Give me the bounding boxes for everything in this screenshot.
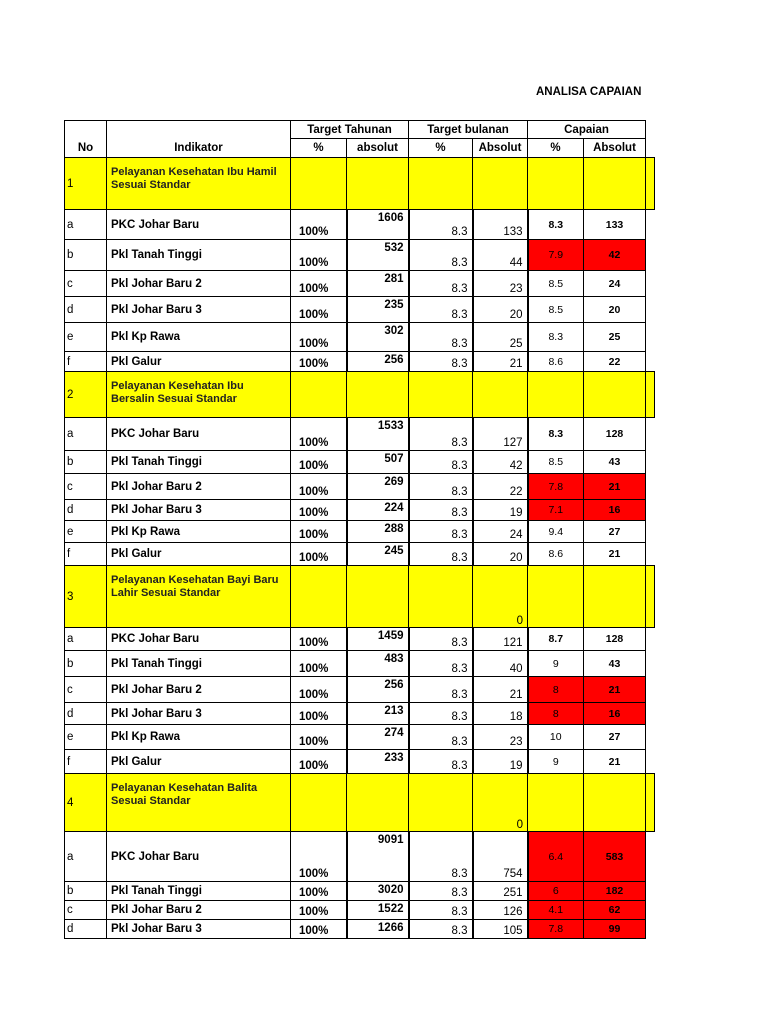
target-tahunan-absolut: 245 (347, 543, 409, 566)
header-tt-absolut: absolut (347, 139, 409, 158)
row-letter: a (65, 418, 107, 451)
row-letter: c (65, 271, 107, 297)
section-blank-cell (584, 372, 646, 418)
section-blank-cell (528, 372, 584, 418)
target-bulanan-absolut: 754 (473, 832, 528, 882)
table-row (65, 210, 655, 240)
table-row (65, 352, 655, 372)
table-row (65, 474, 655, 500)
target-tahunan-pct: 100% (291, 543, 347, 566)
capaian-pct: 7.8 (528, 474, 584, 500)
capaian-absolut: 22 (584, 352, 646, 372)
target-bulanan-absolut: 126 (473, 901, 528, 920)
table-row (65, 628, 655, 651)
target-bulanan-absolut: 121 (473, 628, 528, 651)
target-tahunan-absolut: 288 (347, 521, 409, 543)
header-indikator-top (107, 121, 291, 139)
capaian-absolut: 128 (584, 418, 646, 451)
target-tahunan-pct: 100% (291, 451, 347, 474)
target-tahunan-absolut: 302 (347, 323, 409, 352)
target-tahunan-pct: 100% (291, 628, 347, 651)
section-blank-cell (409, 158, 473, 210)
section-zero: 0 (473, 566, 528, 628)
capaian-pct: 8.5 (528, 451, 584, 474)
row-indikator: Pkl Johar Baru 3 (107, 500, 291, 521)
capaian-absolut: 21 (584, 543, 646, 566)
target-bulanan-pct: 8.3 (409, 725, 473, 750)
section-blank-cell (584, 774, 646, 832)
target-bulanan-absolut: 19 (473, 500, 528, 521)
table-row (65, 521, 655, 543)
section-blank-cell (646, 566, 655, 628)
row-letter: c (65, 474, 107, 500)
target-tahunan-absolut: 235 (347, 297, 409, 323)
row-letter: d (65, 297, 107, 323)
table-row (65, 750, 655, 774)
target-bulanan-absolut: 127 (473, 418, 528, 451)
target-bulanan-pct: 8.3 (409, 901, 473, 920)
header-tb-pct: % (409, 139, 473, 158)
section-zero (473, 372, 528, 418)
section-title: Pelayanan Kesehatan Bayi Baru Lahir Sesuai Standar (107, 566, 291, 628)
section-blank-cell (291, 774, 347, 832)
target-bulanan-pct: 8.3 (409, 474, 473, 500)
table-row (65, 677, 655, 703)
row-indikator: PKC Johar Baru (107, 832, 291, 882)
row-indikator: Pkl Tanah Tinggi (107, 651, 291, 677)
header-cap-pct: % (528, 139, 584, 158)
target-bulanan-pct: 8.3 (409, 628, 473, 651)
section-title: Pelayanan Kesehatan Balita Sesuai Standar (107, 774, 291, 832)
row-indikator: Pkl Tanah Tinggi (107, 240, 291, 271)
header-target-bulanan: Target bulanan (409, 121, 528, 139)
target-tahunan-pct: 100% (291, 271, 347, 297)
target-tahunan-pct: 100% (291, 725, 347, 750)
section-blank-cell (584, 158, 646, 210)
capaian-pct: 10 (528, 725, 584, 750)
row-letter: b (65, 240, 107, 271)
target-tahunan-pct: 100% (291, 352, 347, 372)
target-bulanan-pct: 8.3 (409, 418, 473, 451)
section-row (65, 566, 655, 628)
capaian-absolut: 21 (584, 677, 646, 703)
section-blank-cell (291, 372, 347, 418)
capaian-absolut: 43 (584, 451, 646, 474)
target-tahunan-pct: 100% (291, 703, 347, 725)
section-blank-cell (347, 372, 409, 418)
target-bulanan-absolut: 133 (473, 210, 528, 240)
target-tahunan-absolut: 1266 (347, 920, 409, 939)
row-indikator: Pkl Johar Baru 2 (107, 474, 291, 500)
row-indikator: Pkl Johar Baru 3 (107, 297, 291, 323)
target-tahunan-absolut: 9091 (347, 832, 409, 882)
target-bulanan-pct: 8.3 (409, 352, 473, 372)
row-indikator: Pkl Tanah Tinggi (107, 451, 291, 474)
capaian-absolut: 27 (584, 725, 646, 750)
target-bulanan-pct: 8.3 (409, 210, 473, 240)
page-title: ANALISA CAPAIAN (536, 86, 642, 98)
header-row-1 (65, 121, 655, 139)
row-indikator: Pkl Kp Rawa (107, 725, 291, 750)
header-indikator: Indikator (107, 139, 291, 158)
capaian-pct: 8.6 (528, 352, 584, 372)
target-tahunan-absolut: 233 (347, 750, 409, 774)
target-tahunan-absolut: 532 (347, 240, 409, 271)
table-row (65, 271, 655, 297)
capaian-pct: 8 (528, 703, 584, 725)
row-indikator: PKC Johar Baru (107, 418, 291, 451)
table-row (65, 418, 655, 451)
capaian-pct: 7.9 (528, 240, 584, 271)
target-bulanan-absolut: 21 (473, 352, 528, 372)
row-letter: a (65, 832, 107, 882)
target-tahunan-pct: 100% (291, 651, 347, 677)
target-tahunan-pct: 100% (291, 677, 347, 703)
section-blank-cell (347, 566, 409, 628)
section-zero: 0 (473, 774, 528, 832)
row-indikator: PKC Johar Baru (107, 628, 291, 651)
target-bulanan-pct: 8.3 (409, 832, 473, 882)
capaian-pct: 9 (528, 651, 584, 677)
capaian-absolut: 16 (584, 500, 646, 521)
row-letter: e (65, 521, 107, 543)
section-blank-cell (528, 158, 584, 210)
target-bulanan-pct: 8.3 (409, 521, 473, 543)
section-row (65, 774, 655, 832)
target-bulanan-absolut: 23 (473, 271, 528, 297)
target-tahunan-pct: 100% (291, 418, 347, 451)
capaian-table (64, 120, 655, 939)
row-indikator: Pkl Tanah Tinggi (107, 882, 291, 901)
row-indikator: Pkl Johar Baru 2 (107, 677, 291, 703)
capaian-absolut: 21 (584, 474, 646, 500)
capaian-absolut: 62 (584, 901, 646, 920)
row-indikator: Pkl Galur (107, 352, 291, 372)
capaian-pct: 8.3 (528, 418, 584, 451)
capaian-absolut: 27 (584, 521, 646, 543)
section-row (65, 158, 655, 210)
table-row (65, 651, 655, 677)
row-letter: a (65, 210, 107, 240)
target-tahunan-absolut: 1606 (347, 210, 409, 240)
row-letter: c (65, 677, 107, 703)
row-indikator: Pkl Johar Baru 2 (107, 271, 291, 297)
target-tahunan-pct: 100% (291, 240, 347, 271)
target-tahunan-absolut: 213 (347, 703, 409, 725)
capaian-pct: 9.4 (528, 521, 584, 543)
row-indikator: Pkl Galur (107, 750, 291, 774)
target-tahunan-pct: 100% (291, 832, 347, 882)
target-bulanan-pct: 8.3 (409, 323, 473, 352)
target-bulanan-absolut: 20 (473, 543, 528, 566)
row-letter: b (65, 651, 107, 677)
header-cap-absolut: Absolut (584, 139, 646, 158)
section-blank-cell (291, 158, 347, 210)
capaian-absolut: 99 (584, 920, 646, 939)
row-letter: d (65, 500, 107, 521)
section-blank-cell (646, 158, 655, 210)
target-bulanan-pct: 8.3 (409, 543, 473, 566)
target-bulanan-pct: 8.3 (409, 920, 473, 939)
row-indikator: Pkl Kp Rawa (107, 323, 291, 352)
table-row (65, 901, 655, 920)
table-row (65, 240, 655, 271)
target-bulanan-absolut: 21 (473, 677, 528, 703)
target-bulanan-pct: 8.3 (409, 297, 473, 323)
capaian-pct: 8.3 (528, 323, 584, 352)
section-blank-cell (291, 566, 347, 628)
capaian-pct: 8.5 (528, 297, 584, 323)
row-indikator: PKC Johar Baru (107, 210, 291, 240)
capaian-pct: 8.7 (528, 628, 584, 651)
target-tahunan-pct: 100% (291, 474, 347, 500)
target-bulanan-absolut: 40 (473, 651, 528, 677)
capaian-absolut: 20 (584, 297, 646, 323)
row-letter: f (65, 750, 107, 774)
target-bulanan-absolut: 24 (473, 521, 528, 543)
target-bulanan-absolut: 251 (473, 882, 528, 901)
target-tahunan-absolut: 274 (347, 725, 409, 750)
capaian-pct: 9 (528, 750, 584, 774)
target-tahunan-pct: 100% (291, 901, 347, 920)
table-row (65, 703, 655, 725)
row-letter: d (65, 703, 107, 725)
capaian-absolut: 42 (584, 240, 646, 271)
target-bulanan-pct: 8.3 (409, 882, 473, 901)
row-letter: e (65, 725, 107, 750)
section-number: 2 (65, 372, 107, 418)
target-tahunan-absolut: 256 (347, 352, 409, 372)
capaian-pct: 8.5 (528, 271, 584, 297)
target-bulanan-absolut: 25 (473, 323, 528, 352)
capaian-pct: 4.1 (528, 901, 584, 920)
section-blank-cell (347, 158, 409, 210)
target-tahunan-pct: 100% (291, 920, 347, 939)
target-bulanan-pct: 8.3 (409, 451, 473, 474)
target-bulanan-absolut: 44 (473, 240, 528, 271)
capaian-absolut: 24 (584, 271, 646, 297)
target-tahunan-absolut: 3020 (347, 882, 409, 901)
target-bulanan-absolut: 19 (473, 750, 528, 774)
section-number: 3 (65, 566, 107, 628)
row-indikator: Pkl Galur (107, 543, 291, 566)
row-indikator: Pkl Johar Baru 2 (107, 901, 291, 920)
header-capaian: Capaian (528, 121, 646, 139)
table-row (65, 882, 655, 901)
section-blank-cell (528, 566, 584, 628)
table-row (65, 920, 655, 939)
capaian-absolut: 16 (584, 703, 646, 725)
capaian-pct: 6.4 (528, 832, 584, 882)
capaian-pct: 7.1 (528, 500, 584, 521)
row-indikator: Pkl Kp Rawa (107, 521, 291, 543)
header-row-2 (65, 139, 655, 158)
target-bulanan-absolut: 105 (473, 920, 528, 939)
table-row (65, 323, 655, 352)
target-tahunan-pct: 100% (291, 882, 347, 901)
capaian-absolut: 25 (584, 323, 646, 352)
header-tt-pct: % (291, 139, 347, 158)
row-letter: d (65, 920, 107, 939)
capaian-absolut: 583 (584, 832, 646, 882)
section-blank-cell (347, 774, 409, 832)
target-tahunan-absolut: 1522 (347, 901, 409, 920)
section-number: 4 (65, 774, 107, 832)
target-tahunan-pct: 100% (291, 210, 347, 240)
capaian-absolut: 43 (584, 651, 646, 677)
capaian-absolut: 21 (584, 750, 646, 774)
section-title: Pelayanan Kesehatan Ibu Hamil Sesuai Standar (107, 158, 291, 210)
capaian-pct: 7.8 (528, 920, 584, 939)
row-letter: b (65, 882, 107, 901)
target-bulanan-pct: 8.3 (409, 240, 473, 271)
row-indikator: Pkl Johar Baru 3 (107, 920, 291, 939)
target-tahunan-absolut: 224 (347, 500, 409, 521)
capaian-pct: 8 (528, 677, 584, 703)
target-tahunan-absolut: 1533 (347, 418, 409, 451)
capaian-absolut: 128 (584, 628, 646, 651)
row-letter: c (65, 901, 107, 920)
section-row (65, 372, 655, 418)
section-number: 1 (65, 158, 107, 210)
table-row (65, 725, 655, 750)
target-tahunan-absolut: 256 (347, 677, 409, 703)
target-bulanan-absolut: 18 (473, 703, 528, 725)
row-letter: e (65, 323, 107, 352)
capaian-absolut: 133 (584, 210, 646, 240)
target-tahunan-absolut: 507 (347, 451, 409, 474)
header-target-tahunan: Target Tahunan (291, 121, 409, 139)
target-tahunan-pct: 100% (291, 323, 347, 352)
capaian-absolut: 182 (584, 882, 646, 901)
capaian-pct: 8.6 (528, 543, 584, 566)
target-bulanan-absolut: 42 (473, 451, 528, 474)
table-row (65, 543, 655, 566)
section-blank-cell (646, 372, 655, 418)
section-blank-cell (409, 372, 473, 418)
row-indikator: Pkl Johar Baru 3 (107, 703, 291, 725)
table-row (65, 297, 655, 323)
target-bulanan-pct: 8.3 (409, 651, 473, 677)
capaian-pct: 6 (528, 882, 584, 901)
target-tahunan-absolut: 483 (347, 651, 409, 677)
target-bulanan-pct: 8.3 (409, 500, 473, 521)
target-tahunan-absolut: 269 (347, 474, 409, 500)
header-no-top (65, 121, 107, 139)
section-title: Pelayanan Kesehatan Ibu Bersalin Sesuai Standar (107, 372, 291, 418)
section-zero (473, 158, 528, 210)
row-letter: b (65, 451, 107, 474)
target-bulanan-absolut: 22 (473, 474, 528, 500)
target-bulanan-absolut: 20 (473, 297, 528, 323)
section-blank-cell (409, 774, 473, 832)
capaian-pct: 8.3 (528, 210, 584, 240)
target-tahunan-absolut: 281 (347, 271, 409, 297)
row-letter: f (65, 352, 107, 372)
target-bulanan-pct: 8.3 (409, 750, 473, 774)
table-row (65, 451, 655, 474)
target-bulanan-pct: 8.3 (409, 271, 473, 297)
section-blank-cell (528, 774, 584, 832)
row-letter: f (65, 543, 107, 566)
target-tahunan-pct: 100% (291, 750, 347, 774)
target-tahunan-pct: 100% (291, 500, 347, 521)
target-bulanan-pct: 8.3 (409, 703, 473, 725)
target-tahunan-pct: 100% (291, 521, 347, 543)
row-letter: a (65, 628, 107, 651)
target-bulanan-absolut: 23 (473, 725, 528, 750)
table-row (65, 500, 655, 521)
header-tb-absolut: Absolut (473, 139, 528, 158)
section-blank-cell (409, 566, 473, 628)
target-tahunan-pct: 100% (291, 297, 347, 323)
target-tahunan-absolut: 1459 (347, 628, 409, 651)
header-no: No (65, 139, 107, 158)
target-bulanan-pct: 8.3 (409, 677, 473, 703)
table-row (65, 832, 655, 882)
section-blank-cell (646, 774, 655, 832)
section-blank-cell (584, 566, 646, 628)
